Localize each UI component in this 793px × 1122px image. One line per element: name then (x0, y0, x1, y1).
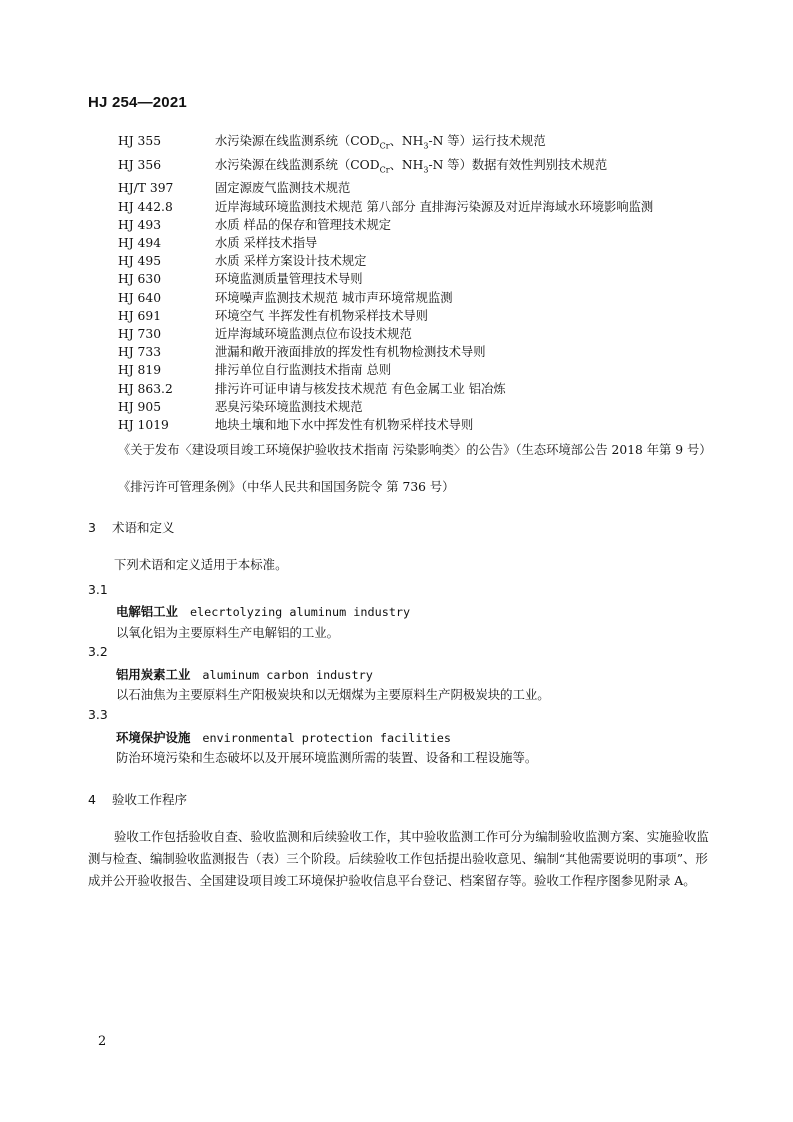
term-english: environmental protection facilities (202, 731, 451, 745)
reference-title: 排污单位自行监测技术指南 总则 (215, 363, 392, 378)
reference-item (118, 361, 713, 379)
reference-title: 水质 采样方案设计技术规定 (215, 254, 367, 269)
reference-code: HJ 733 (118, 345, 162, 360)
reference-code: HJ 356 (118, 157, 162, 172)
notice-reference: 《排污许可管理条例》（中华人民共和国国务院令 第 736 号） (118, 480, 455, 494)
normative-references-list (118, 132, 713, 434)
reference-code: HJ/T 397 (118, 181, 174, 196)
section-4-body: 验收工作包括验收自查、验收监测和后续验收工作，其中验收监测工作可分为编制验收监测方案、实施验收监测与检查、编制验收监测报告（表）三个阶段。后续验收工作包括提出验收意见、编制“其他需要说明的事项”、形成并公开验收报告、全国建设项目竣工环境保护验收信息平台登记、档案留存等。验收工作程序图参见附录 A。 (88, 829, 709, 888)
term-number: 3.1 (88, 582, 108, 597)
reference-code: HJ 905 (118, 399, 162, 414)
reference-code: HJ 493 (118, 217, 162, 232)
reference-item (118, 132, 713, 156)
reference-item (118, 198, 713, 216)
reference-item (118, 380, 713, 398)
reference-code: HJ 495 (118, 254, 162, 269)
reference-title: 水质 样品的保存和管理技术规定 (215, 217, 392, 232)
page-number: 2 (98, 1034, 107, 1049)
term-definition: 以氧化铝为主要原料生产电解铝的工业。 (116, 625, 340, 640)
reference-title: 环境监测质量管理技术导则 (215, 272, 363, 287)
reference-title: 近岸海域环境监测技术规范 第八部分 直排海污染源及对近岸海域水环境影响监测 (215, 199, 654, 214)
section-3-heading (88, 518, 175, 536)
reference-item (118, 252, 713, 270)
reference-item (118, 179, 713, 197)
reference-item (118, 307, 713, 325)
section-3-intro: 下列术语和定义适用于本标准。 (114, 557, 288, 572)
term-definition: 以石油焦为主要原料生产阳极炭块和以无烟煤为主要原料生产阴极炭块的工业。 (116, 687, 550, 702)
reference-title: 固定源废气监测技术规范 (215, 181, 351, 196)
term-chinese: 电解铝工业 (116, 604, 178, 619)
reference-code: HJ 640 (118, 290, 162, 305)
reference-item (118, 156, 713, 180)
reference-code: HJ 819 (118, 363, 162, 378)
notice-reference: 《关于发布〈建设项目竣工环境保护验收技术指南 污染影响类〉的公告》（生态环境部公告 2018 年第 9 号） (118, 443, 712, 457)
reference-item (118, 289, 713, 307)
section-title: 术语和定义 (112, 520, 175, 535)
reference-item (118, 398, 713, 416)
reference-code: HJ 442.8 (118, 199, 173, 214)
reference-title: 水质 采样技术指导 (215, 235, 318, 250)
reference-title: 环境空气 半挥发性有机物采样技术导则 (215, 308, 428, 323)
reference-title: 水污染源在线监测系统（$COD_{Cr}$、$NH_3-N$ 等）运行技术规范 (215, 134, 546, 151)
reference-title: 水污染源在线监测系统（$COD_{Cr}$、$NH_3-N$ 等）数据有效性判别技术规范 (215, 157, 608, 175)
term-entry (116, 602, 410, 620)
reference-code: HJ 691 (118, 308, 162, 323)
term-english: aluminum carbon industry (202, 668, 373, 682)
reference-title: 泄漏和敞开液面排放的挥发性有机物检测技术导则 (215, 345, 486, 360)
term-definition: 防治环境污染和生态破坏以及开展环境监测所需的装置、设备和工程设施等。 (116, 750, 538, 765)
reference-item (118, 234, 713, 252)
reference-code: HJ 863.2 (118, 381, 173, 396)
section-4-heading (88, 790, 187, 808)
term-number: 3.2 (88, 644, 108, 659)
reference-item (118, 343, 713, 361)
reference-item (118, 216, 713, 234)
reference-code: HJ 730 (118, 326, 162, 341)
section-title: 验收工作程序 (112, 792, 188, 807)
section-number: 4 (88, 792, 96, 807)
reference-title: 环境噪声监测技术规范 城市声环境常规监测 (215, 290, 453, 305)
reference-title: 近岸海域环境监测点位布设技术规范 (215, 326, 412, 341)
reference-item (118, 416, 713, 434)
document-header: HJ 254—2021 (88, 94, 187, 111)
reference-code: HJ 1019 (118, 417, 169, 432)
term-entry (116, 728, 451, 746)
term-number: 3.3 (88, 707, 108, 722)
reference-code: HJ 355 (118, 134, 162, 148)
reference-item (118, 325, 713, 343)
reference-code: HJ 494 (118, 235, 162, 250)
reference-item (118, 270, 713, 288)
reference-title: 排污许可证申请与核发技术规范 有色金属工业 铝冶炼 (215, 381, 506, 396)
term-english: elecrtolyzing aluminum industry (189, 605, 411, 619)
term-chinese: 环境保护设施 (116, 730, 191, 745)
term-chinese: 铝用炭素工业 (116, 667, 191, 682)
reference-code: HJ 630 (118, 272, 162, 287)
term-entry (116, 665, 373, 683)
reference-title: 恶臭污染环境监测技术规范 (215, 399, 363, 414)
reference-title: 地块土壤和地下水中挥发性有机物采样技术导则 (215, 417, 474, 432)
section-number: 3 (88, 520, 96, 535)
